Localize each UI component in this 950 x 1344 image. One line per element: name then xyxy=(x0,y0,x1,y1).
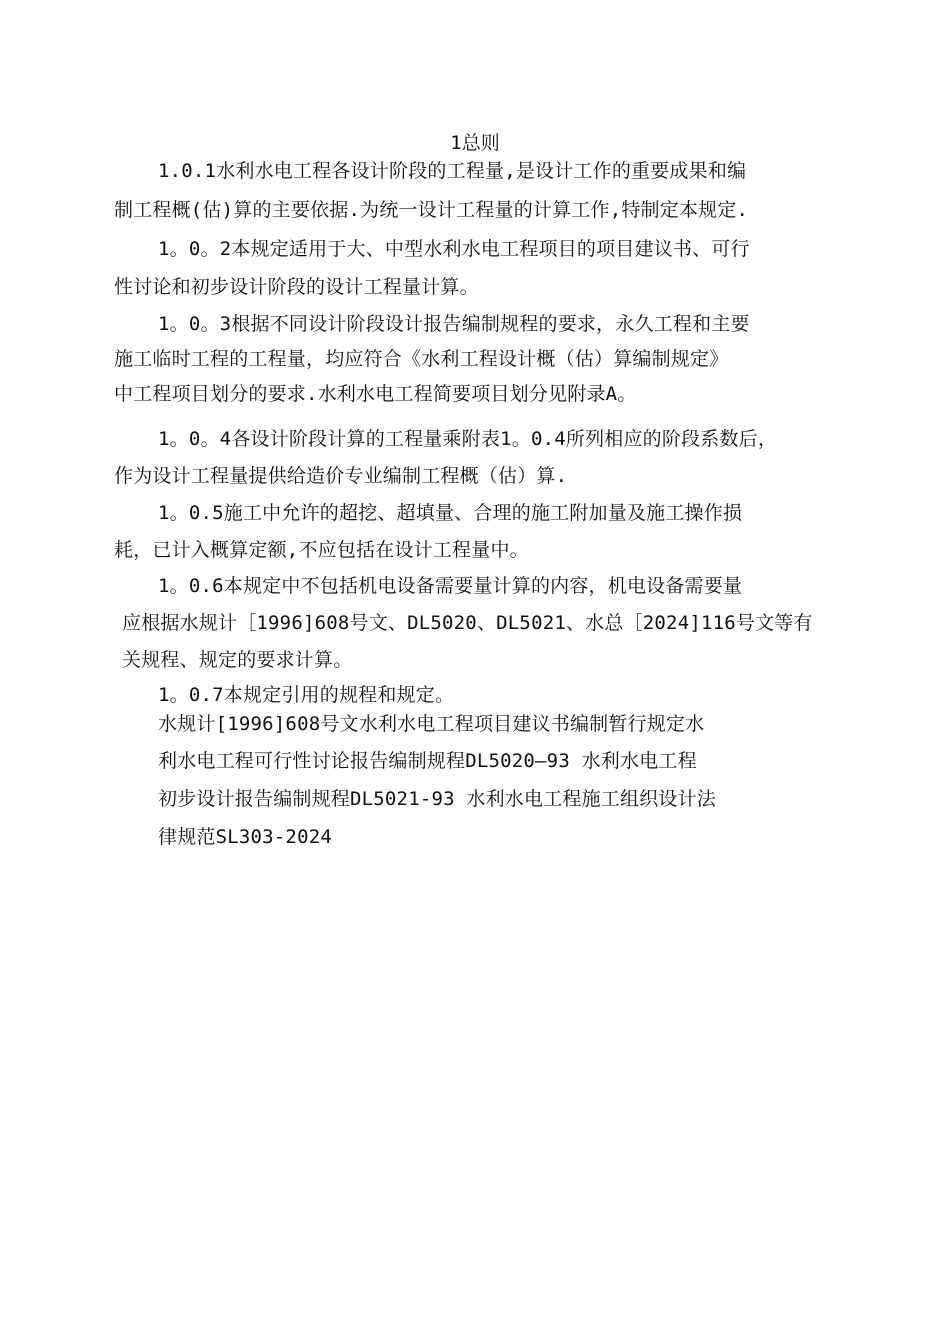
page-title: 1总则 xyxy=(450,132,500,154)
paragraph-line: 作为设计工程量提供给造价专业编制工程概（估）算. xyxy=(114,465,568,487)
paragraph-line: 关规程、规定的要求计算。 xyxy=(122,649,353,671)
paragraph-line: 1。0。2本规定适用于大、中型水利水电工程项目的项目建议书、可行 xyxy=(158,238,750,260)
paragraph-line: 性讨论和初步设计阶段的设计工程量计算。 xyxy=(114,276,479,298)
paragraph-line: 1。0.6本规定中不包括机电设备需要量计算的内容，机电设备需要量 xyxy=(158,575,743,597)
paragraph-line: 中工程项目划分的要求.水利水电工程简要项目划分见附录A。 xyxy=(114,383,637,405)
paragraph-line: 应根据水规计［1996]608号文、DL5020、DL5021、水总［2024]116号文等有 xyxy=(122,612,813,634)
paragraph-line: 1。0。3根据不同设计阶段设计报告编制规程的要求，永久工程和主要 xyxy=(158,313,750,335)
paragraph-line: 1。0.5施工中允许的超挖、超填量、合理的施工附加量及施工操作损 xyxy=(158,502,743,524)
reference-line: 利水电工程可行性讨论报告编制规程DL5020—93 水利水电工程 xyxy=(158,750,697,772)
paragraph-line: 耗，已计入概算定额,不应包括在设计工程量中。 xyxy=(114,539,529,561)
reference-line: 律规范SL303-2024 xyxy=(158,826,332,848)
paragraph-line: 1。0.7本规定引用的规程和规定。 xyxy=(158,684,455,706)
paragraph-line: 施工临时工程的工程量，均应符合《水利工程设计概（估）算编制规定》 xyxy=(114,348,729,370)
paragraph-line: 1。0。4各设计阶段计算的工程量乘附表1。0.4所列相应的阶段系数后， xyxy=(158,428,778,450)
reference-line: 初步设计报告编制规程DL5021-93 水利水电工程施工组织设计法 xyxy=(158,788,716,810)
reference-line: 水规计[1996]608号文水利水电工程项目建议书编制暂行规定水 xyxy=(158,713,705,735)
paragraph-line: 1.0.1水利水电工程各设计阶段的工程量,是设计工作的重要成果和编 xyxy=(158,160,747,182)
paragraph-line: 制工程概(估)算的主要依据.为统一设计工程量的计算工作,特制定本规定. xyxy=(114,199,749,221)
